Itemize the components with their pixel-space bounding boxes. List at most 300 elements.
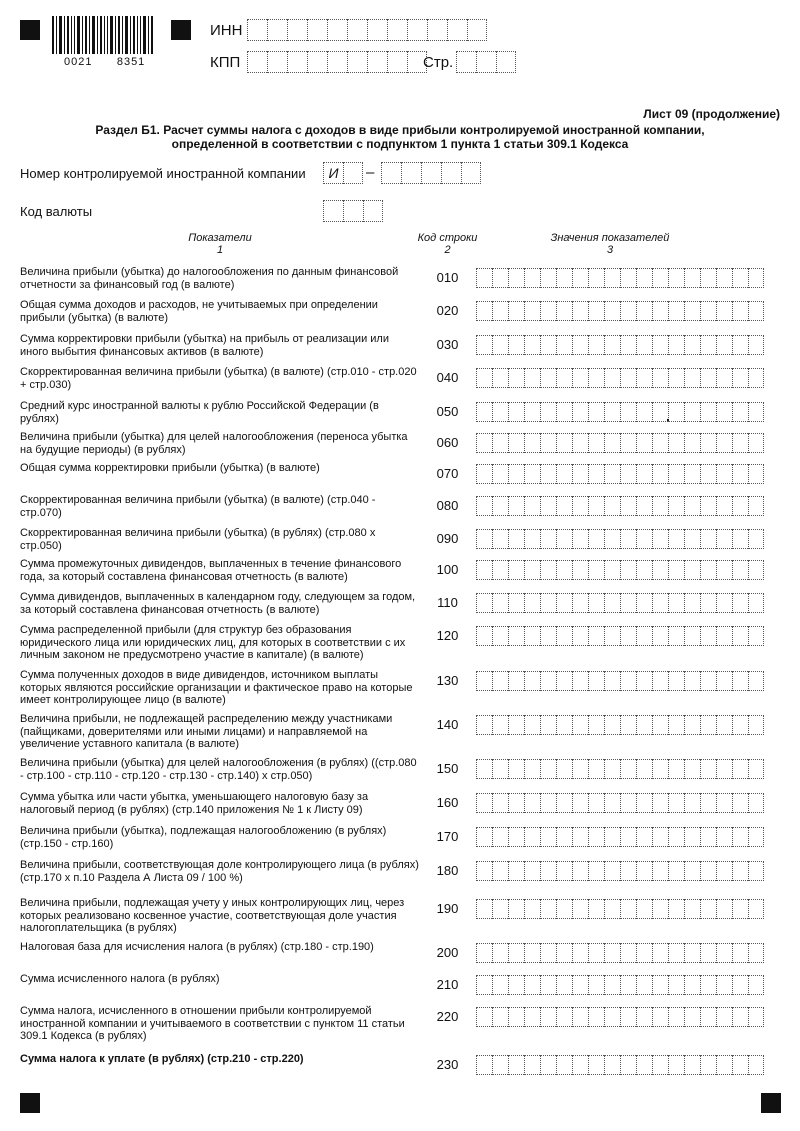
row-value-cell[interactable] [748,335,764,355]
row-value-cell[interactable] [636,827,652,847]
row-value-cell[interactable] [716,529,732,549]
row-value-cell[interactable] [572,861,588,881]
row-value-cell[interactable] [588,715,604,735]
row-value-cell[interactable] [716,943,732,963]
row-value-cell[interactable] [476,335,492,355]
row-value-field[interactable] [476,268,764,288]
row-value-cell[interactable] [700,560,716,580]
row-value-cell[interactable] [476,759,492,779]
row-value-cell[interactable] [556,626,572,646]
row-value-cell[interactable] [620,496,636,516]
row-value-cell[interactable] [492,671,508,691]
row-value-cell[interactable] [684,827,700,847]
row-value-cell[interactable] [716,759,732,779]
row-value-cell[interactable] [524,827,540,847]
row-value-cell[interactable] [492,793,508,813]
row-value-cell[interactable] [732,1007,748,1027]
row-value-cell[interactable] [572,943,588,963]
row-value-field[interactable] [476,593,764,613]
company-number-cell[interactable] [343,162,363,184]
row-value-cell[interactable] [492,899,508,919]
row-value-cell[interactable] [684,335,700,355]
row-value-cell[interactable] [508,268,524,288]
kpp-field[interactable] [247,51,427,73]
row-value-cell[interactable] [732,715,748,735]
row-value-cell[interactable] [684,626,700,646]
row-value-cell[interactable] [652,529,668,549]
row-value-cell[interactable] [636,593,652,613]
row-value-field[interactable] [476,899,764,919]
page-field[interactable] [456,51,516,73]
row-value-cell[interactable] [700,793,716,813]
row-value-cell[interactable] [636,560,652,580]
row-value-cell[interactable] [588,1007,604,1027]
row-value-cell[interactable] [716,402,732,422]
inn-cell[interactable] [367,19,387,41]
row-value-cell[interactable] [508,529,524,549]
row-value-cell[interactable] [620,268,636,288]
row-value-cell[interactable] [620,626,636,646]
row-value-cell[interactable] [620,402,636,422]
row-value-cell[interactable] [540,368,556,388]
row-value-cell[interactable] [508,715,524,735]
row-value-cell[interactable] [604,268,620,288]
row-value-cell[interactable] [636,464,652,484]
row-value-cell[interactable] [476,861,492,881]
row-value-field[interactable] [476,975,764,995]
row-value-cell[interactable] [508,301,524,321]
row-value-cell[interactable] [540,402,556,422]
row-value-cell[interactable] [572,899,588,919]
row-value-cell[interactable] [508,560,524,580]
inn-cell[interactable] [387,19,407,41]
row-value-cell[interactable] [732,593,748,613]
row-value-cell[interactable] [604,626,620,646]
row-value-cell[interactable] [476,1007,492,1027]
row-value-cell[interactable] [668,593,684,613]
row-value-cell[interactable] [716,433,732,453]
row-value-field[interactable] [476,827,764,847]
row-value-cell[interactable] [732,899,748,919]
row-value-cell[interactable] [476,715,492,735]
row-value-cell[interactable] [684,496,700,516]
kpp-cell[interactable] [327,51,347,73]
row-value-cell[interactable] [492,335,508,355]
row-value-cell[interactable] [572,529,588,549]
row-value-cell[interactable] [668,529,684,549]
row-value-cell[interactable] [556,1055,572,1075]
row-value-cell[interactable] [716,1055,732,1075]
row-value-cell[interactable] [588,335,604,355]
inn-cell[interactable] [267,19,287,41]
page-cell[interactable] [476,51,496,73]
row-value-cell[interactable] [588,496,604,516]
row-value-cell[interactable] [556,671,572,691]
row-value-cell[interactable] [476,943,492,963]
company-number-cell[interactable] [381,162,401,184]
row-value-cell[interactable] [556,827,572,847]
row-value-cell[interactable] [604,593,620,613]
row-value-cell[interactable] [556,1007,572,1027]
row-value-cell[interactable] [652,268,668,288]
row-value-cell[interactable] [732,335,748,355]
row-value-cell[interactable] [604,335,620,355]
row-value-cell[interactable] [540,671,556,691]
row-value-cell[interactable] [508,943,524,963]
row-value-cell[interactable] [476,402,492,422]
row-value-cell[interactable] [620,793,636,813]
row-value-cell[interactable] [476,464,492,484]
row-value-cell[interactable] [636,1007,652,1027]
row-value-cell[interactable] [508,496,524,516]
row-value-cell[interactable] [668,1007,684,1027]
row-value-cell[interactable] [748,827,764,847]
row-value-cell[interactable] [540,793,556,813]
row-value-cell[interactable] [732,529,748,549]
row-value-cell[interactable] [572,793,588,813]
row-value-cell[interactable] [652,861,668,881]
row-value-cell[interactable] [572,1055,588,1075]
row-value-cell[interactable] [748,433,764,453]
row-value-cell[interactable] [476,368,492,388]
row-value-cell[interactable] [508,759,524,779]
row-value-cell[interactable] [492,268,508,288]
row-value-cell[interactable] [716,301,732,321]
row-value-cell[interactable] [604,793,620,813]
kpp-cell[interactable] [387,51,407,73]
row-value-cell[interactable] [588,1055,604,1075]
row-value-cell[interactable] [620,335,636,355]
row-value-cell[interactable] [700,759,716,779]
row-value-cell[interactable] [700,496,716,516]
currency-code-cell[interactable] [343,200,363,222]
kpp-cell[interactable] [367,51,387,73]
row-value-cell[interactable] [540,335,556,355]
row-value-cell[interactable] [492,943,508,963]
row-value-cell[interactable] [748,402,764,422]
row-value-cell[interactable] [540,529,556,549]
inn-cell[interactable] [447,19,467,41]
row-value-cell[interactable] [620,861,636,881]
row-value-cell[interactable] [492,368,508,388]
company-number-cell[interactable] [461,162,481,184]
row-value-cell[interactable] [716,626,732,646]
row-value-cell[interactable] [732,861,748,881]
row-value-cell[interactable] [540,560,556,580]
row-value-cell[interactable] [748,899,764,919]
row-value-cell[interactable] [476,975,492,995]
row-value-cell[interactable] [604,671,620,691]
row-value-cell[interactable] [524,1007,540,1027]
row-value-cell[interactable] [748,301,764,321]
inn-cell[interactable] [467,19,487,41]
row-value-cell[interactable] [668,899,684,919]
row-value-cell[interactable] [716,861,732,881]
row-value-cell[interactable] [492,626,508,646]
row-value-cell[interactable] [588,268,604,288]
row-value-field[interactable] [476,301,764,321]
row-value-cell[interactable] [668,560,684,580]
row-value-cell[interactable] [572,671,588,691]
row-value-field[interactable] [476,671,764,691]
row-value-cell[interactable] [572,593,588,613]
row-value-field[interactable] [476,402,764,422]
row-value-cell[interactable] [620,464,636,484]
row-value-cell[interactable] [700,593,716,613]
row-value-cell[interactable] [588,793,604,813]
row-value-field[interactable] [476,529,764,549]
row-value-cell[interactable] [700,626,716,646]
row-value-cell[interactable] [684,1007,700,1027]
row-value-cell[interactable] [604,1055,620,1075]
row-value-cell[interactable] [540,899,556,919]
row-value-cell[interactable] [604,759,620,779]
row-value-cell[interactable] [508,593,524,613]
row-value-cell[interactable] [556,793,572,813]
row-value-cell[interactable] [492,975,508,995]
row-value-cell[interactable] [684,301,700,321]
row-value-cell[interactable] [620,943,636,963]
row-value-cell[interactable] [476,671,492,691]
row-value-cell[interactable] [524,715,540,735]
row-value-cell[interactable] [476,593,492,613]
row-value-cell[interactable] [508,335,524,355]
row-value-cell[interactable] [492,301,508,321]
row-value-cell[interactable] [524,529,540,549]
row-value-cell[interactable] [508,793,524,813]
row-value-cell[interactable] [716,899,732,919]
row-value-cell[interactable] [700,671,716,691]
row-value-cell[interactable] [540,1055,556,1075]
company-number-field[interactable] [381,162,481,184]
row-value-cell[interactable] [748,759,764,779]
row-value-cell[interactable] [476,560,492,580]
row-value-cell[interactable] [684,368,700,388]
row-value-cell[interactable] [620,975,636,995]
row-value-cell[interactable] [556,975,572,995]
row-value-cell[interactable] [748,496,764,516]
row-value-cell[interactable] [620,671,636,691]
row-value-cell[interactable] [748,793,764,813]
row-value-cell[interactable] [748,464,764,484]
row-value-cell[interactable] [604,402,620,422]
row-value-cell[interactable] [636,861,652,881]
row-value-cell[interactable] [476,496,492,516]
row-value-field[interactable] [476,368,764,388]
row-value-cell[interactable] [652,464,668,484]
row-value-cell[interactable] [700,1007,716,1027]
row-value-cell[interactable] [588,827,604,847]
row-value-cell[interactable] [524,368,540,388]
row-value-cell[interactable] [588,433,604,453]
row-value-cell[interactable] [524,759,540,779]
company-number-cell[interactable] [441,162,461,184]
row-value-cell[interactable] [588,899,604,919]
row-value-cell[interactable] [636,975,652,995]
row-value-cell[interactable] [716,1007,732,1027]
row-value-cell[interactable] [604,560,620,580]
row-value-cell[interactable] [556,560,572,580]
row-value-cell[interactable] [716,368,732,388]
row-value-cell[interactable] [588,464,604,484]
row-value-cell[interactable] [636,368,652,388]
row-value-cell[interactable] [716,827,732,847]
row-value-cell[interactable] [748,626,764,646]
row-value-cell[interactable] [716,335,732,355]
row-value-cell[interactable] [684,793,700,813]
row-value-cell[interactable] [620,759,636,779]
row-value-cell[interactable] [652,1007,668,1027]
row-value-cell[interactable] [572,268,588,288]
row-value-cell[interactable] [716,793,732,813]
row-value-cell[interactable] [572,975,588,995]
row-value-cell[interactable] [540,301,556,321]
row-value-cell[interactable] [732,943,748,963]
row-value-cell[interactable] [684,464,700,484]
row-value-cell[interactable] [604,899,620,919]
row-value-cell[interactable] [508,861,524,881]
row-value-cell[interactable] [588,626,604,646]
row-value-cell[interactable] [668,827,684,847]
inn-cell[interactable] [407,19,427,41]
row-value-cell[interactable] [652,560,668,580]
row-value-cell[interactable] [668,943,684,963]
row-value-cell[interactable] [476,433,492,453]
row-value-cell[interactable] [556,861,572,881]
currency-code-cell[interactable] [323,200,343,222]
row-value-cell[interactable] [652,899,668,919]
row-value-cell[interactable] [620,529,636,549]
row-value-cell[interactable] [540,861,556,881]
row-value-cell[interactable] [588,402,604,422]
row-value-cell[interactable] [716,975,732,995]
row-value-cell[interactable] [524,402,540,422]
row-value-cell[interactable] [700,268,716,288]
row-value-cell[interactable] [700,402,716,422]
kpp-cell[interactable] [347,51,367,73]
row-value-cell[interactable] [556,715,572,735]
row-value-cell[interactable] [700,368,716,388]
row-value-field[interactable] [476,1055,764,1075]
row-value-cell[interactable] [540,464,556,484]
row-value-cell[interactable] [492,861,508,881]
row-value-cell[interactable] [732,496,748,516]
row-value-cell[interactable] [620,715,636,735]
row-value-cell[interactable] [588,368,604,388]
row-value-cell[interactable] [636,899,652,919]
company-number-cell[interactable] [401,162,421,184]
row-value-cell[interactable] [492,593,508,613]
row-value-cell[interactable] [556,268,572,288]
row-value-cell[interactable] [700,943,716,963]
row-value-cell[interactable] [684,402,700,422]
row-value-cell[interactable] [684,975,700,995]
row-value-cell[interactable] [684,529,700,549]
row-value-cell[interactable] [540,593,556,613]
row-value-cell[interactable] [652,335,668,355]
row-value-cell[interactable] [492,464,508,484]
row-value-cell[interactable] [732,1055,748,1075]
row-value-cell[interactable] [572,496,588,516]
row-value-field[interactable] [476,464,764,484]
row-value-cell[interactable] [668,402,684,422]
row-value-cell[interactable] [684,560,700,580]
row-value-cell[interactable] [652,368,668,388]
row-value-cell[interactable] [732,793,748,813]
row-value-cell[interactable] [652,593,668,613]
row-value-cell[interactable] [732,671,748,691]
row-value-cell[interactable] [540,975,556,995]
row-value-cell[interactable] [684,759,700,779]
row-value-cell[interactable] [748,1007,764,1027]
row-value-cell[interactable] [540,496,556,516]
row-value-cell[interactable] [748,529,764,549]
row-value-cell[interactable] [508,368,524,388]
row-value-cell[interactable] [524,943,540,963]
row-value-cell[interactable] [572,827,588,847]
row-value-cell[interactable] [652,759,668,779]
row-value-cell[interactable] [636,402,652,422]
row-value-cell[interactable] [716,715,732,735]
row-value-cell[interactable] [668,301,684,321]
row-value-cell[interactable] [748,268,764,288]
row-value-cell[interactable] [652,433,668,453]
row-value-cell[interactable] [700,529,716,549]
row-value-cell[interactable] [588,529,604,549]
row-value-cell[interactable] [684,1055,700,1075]
row-value-cell[interactable] [652,496,668,516]
kpp-cell[interactable] [307,51,327,73]
row-value-cell[interactable] [732,268,748,288]
row-value-cell[interactable] [620,1007,636,1027]
row-value-cell[interactable] [652,1055,668,1075]
row-value-cell[interactable] [684,268,700,288]
row-value-cell[interactable] [620,593,636,613]
row-value-cell[interactable] [524,899,540,919]
row-value-cell[interactable] [556,402,572,422]
row-value-cell[interactable] [700,975,716,995]
row-value-field[interactable] [476,715,764,735]
row-value-field[interactable] [476,335,764,355]
row-value-cell[interactable] [476,268,492,288]
row-value-cell[interactable] [508,899,524,919]
row-value-cell[interactable] [748,1055,764,1075]
row-value-cell[interactable] [492,759,508,779]
row-value-cell[interactable] [700,301,716,321]
row-value-cell[interactable] [556,433,572,453]
row-value-cell[interactable] [684,899,700,919]
row-value-cell[interactable] [652,827,668,847]
row-value-cell[interactable] [508,626,524,646]
row-value-cell[interactable] [732,975,748,995]
row-value-cell[interactable] [636,301,652,321]
row-value-cell[interactable] [604,433,620,453]
row-value-cell[interactable] [700,335,716,355]
row-value-cell[interactable] [668,671,684,691]
row-value-cell[interactable] [700,899,716,919]
row-value-cell[interactable] [556,368,572,388]
row-value-field[interactable] [476,560,764,580]
row-value-cell[interactable] [604,496,620,516]
row-value-cell[interactable] [620,368,636,388]
row-value-cell[interactable] [492,1055,508,1075]
row-value-cell[interactable] [748,715,764,735]
row-value-cell[interactable] [652,671,668,691]
kpp-cell[interactable] [247,51,267,73]
row-value-cell[interactable] [668,793,684,813]
row-value-cell[interactable] [492,529,508,549]
row-value-cell[interactable] [556,943,572,963]
